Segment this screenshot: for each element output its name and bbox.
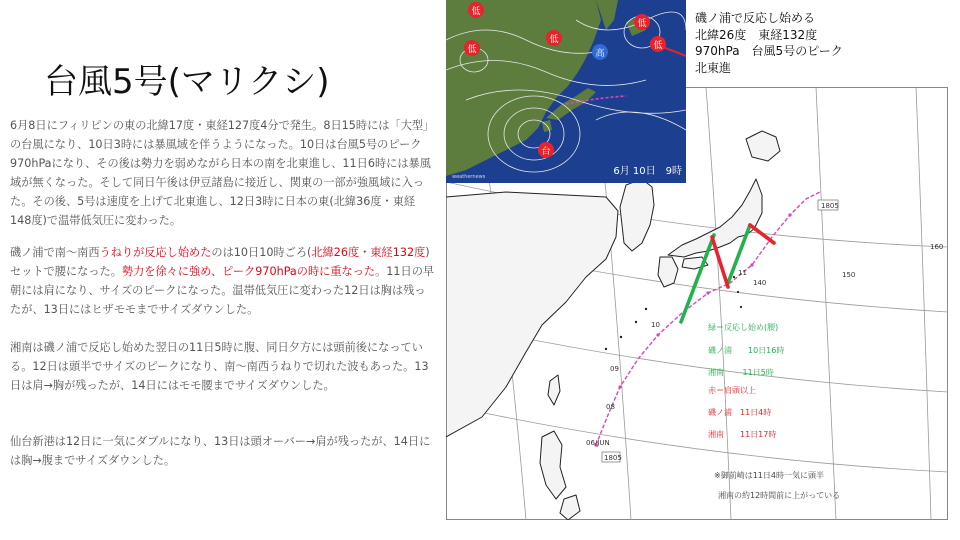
caption-line-1: 磯ノ浦で反応し始める <box>695 11 816 25</box>
legend-red-isonoura: 磯ノ浦 11日4時 <box>708 408 772 417</box>
legend-note-omaezaki: ※御前崎は11日4時一気に頭半 <box>714 471 824 480</box>
weather-chart-date: 6月 10日 9時 <box>613 166 682 177</box>
isonoura-text-a: 磯ノ浦で南～南西 <box>10 246 100 259</box>
paragraph-sendai: 仙台新港は12日に一気にダブルになり、13日は頭オーバー→肩が残ったが、14日には胸→腹までサイズダウンした。 <box>10 435 431 467</box>
legend-green-shonan: 湘南 11日5時 <box>708 368 774 377</box>
typhoon-marker: 台 <box>541 147 551 157</box>
longitude-label-140: 140 <box>753 279 767 287</box>
track-day-label-08: 08 <box>606 403 615 411</box>
track-day-label-11: 11 <box>738 269 747 277</box>
isonoura-text-e: )セットで腰になった。 <box>10 246 430 278</box>
low-pressure-marker-4: 低 <box>637 19 647 29</box>
low-pressure-marker-1: 低 <box>471 7 481 17</box>
longitude-label-150: 150 <box>842 271 856 279</box>
high-pressure-marker: 高 <box>595 49 605 59</box>
paragraph-shonan: 湘南は磯ノ浦で反応し始めた翌日の11日5時に腹、同日夕方には頭前後になっている。12日は頭半でサイズのピークになり、南～南西うねりで切れた波もあった。13日は肩→胸が残ったが、14日にはモモ腰までサイズダウンした。 <box>10 341 429 392</box>
page-title: 台風5号(マリクシ) <box>44 62 330 102</box>
caption-line-4: 北東進 <box>695 60 732 75</box>
isonoura-text-c: のは10日10時ごろ( <box>211 246 312 259</box>
legend-red-shonan: 湘南 11日17時 <box>708 430 777 439</box>
track-start-label: 06/JUN <box>586 439 610 447</box>
longitude-label-160: 160 <box>930 243 944 251</box>
low-pressure-marker-2: 低 <box>467 45 477 55</box>
track-id-bottom: 1805 <box>604 454 622 462</box>
isonoura-text-g: 。11日の早朝には肩になり、サイズのピークになった。温帯低気圧に変わった12日は胸は残ったが、13日にはヒザモモまでサイズダウンした。 <box>10 265 435 316</box>
paragraph-isonoura <box>10 243 435 319</box>
track-day-label-10: 10 <box>651 321 660 329</box>
paragraph-overview: 6月8日にフィリピンの東の北緯17度・東経127度4分で発生。8日15時には「大型」の台風になり、10日3時には暴風域を伴うようになった。10日は台風5号のピーク970hPaになり、その後は勢力を弱めながら日本の南を北東進し、11日6時には暴風域が無くなった。そして同日午後は伊豆諸島に接近し、関東の一部が強風域に入った。その後、5号は速度を上げて北東進し、12日3時に日本の東(北緯36度・東経148度)で温帯低気圧に変わった。 <box>10 119 435 227</box>
weather-watermark: weathernews <box>452 174 486 180</box>
isonoura-highlight-coords: 北緯26度・東経132度 <box>311 246 426 259</box>
legend-note-shonan: 湘南の約12時間前に上がっている <box>718 491 841 500</box>
caption-line-2: 北緯26度 東経132度 <box>695 27 818 42</box>
legend-red-title: 赤＝肩頭以上 <box>708 386 756 395</box>
low-pressure-marker-5: 低 <box>653 41 663 51</box>
map-caption <box>695 10 843 76</box>
isonoura-highlight-swell: うねりが反応し始めた <box>99 246 212 259</box>
track-day-label-09: 09 <box>610 365 619 373</box>
weather-chart-inset <box>446 0 686 183</box>
low-pressure-marker-3: 低 <box>549 35 559 45</box>
track-id-top: 1805 <box>821 202 839 210</box>
legend-green-isonoura: 磯ノ浦 10日16時 <box>708 346 785 355</box>
legend-green-title: 緑＝反応し始め(腰) <box>708 323 779 332</box>
caption-line-3: 970hPa 台風5号のピーク <box>695 44 843 58</box>
isonoura-highlight-peak: 勢力を徐々に強め、ピーク970hPaの時に重なった <box>121 265 376 278</box>
